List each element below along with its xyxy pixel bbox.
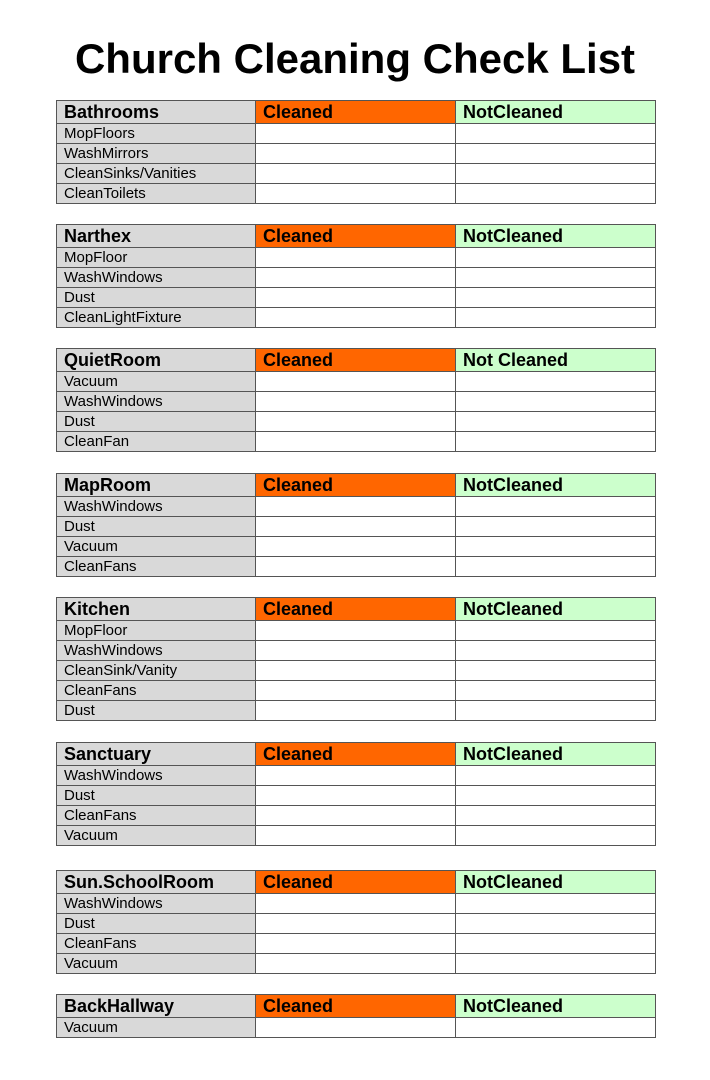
area-name: Narthex	[57, 225, 256, 248]
not-cleaned-check-cell[interactable]	[456, 934, 656, 954]
task-label: CleanToilets	[57, 184, 256, 204]
cleaned-column-header: Cleaned	[256, 743, 456, 766]
task-row	[57, 288, 656, 308]
cleaned-check-cell[interactable]	[256, 497, 456, 517]
cleaned-check-cell[interactable]	[256, 184, 456, 204]
cleaned-check-cell[interactable]	[256, 124, 456, 144]
cleaned-check-cell[interactable]	[256, 806, 456, 826]
cleaned-check-cell[interactable]	[256, 537, 456, 557]
cleaned-column-header: Cleaned	[256, 871, 456, 894]
task-label: Vacuum	[57, 826, 256, 846]
checklist-table	[56, 994, 656, 1038]
task-label: CleanLightFixture	[57, 308, 256, 328]
checklist-table	[56, 473, 656, 577]
section-kitchen	[56, 597, 655, 721]
task-label: CleanFan	[57, 432, 256, 452]
cleaned-check-cell[interactable]	[256, 268, 456, 288]
not-cleaned-column-header: NotCleaned	[456, 598, 656, 621]
task-label: CleanFans	[57, 934, 256, 954]
cleaned-check-cell[interactable]	[256, 681, 456, 701]
task-row	[57, 497, 656, 517]
task-label: MopFloor	[57, 248, 256, 268]
task-label: WashWindows	[57, 894, 256, 914]
cleaned-check-cell[interactable]	[256, 412, 456, 432]
task-row	[57, 681, 656, 701]
not-cleaned-check-cell[interactable]	[456, 372, 656, 392]
cleaned-check-cell[interactable]	[256, 392, 456, 412]
cleaned-check-cell[interactable]	[256, 641, 456, 661]
cleaned-check-cell[interactable]	[256, 934, 456, 954]
task-label: WashWindows	[57, 268, 256, 288]
checklist-table	[56, 742, 656, 846]
not-cleaned-check-cell[interactable]	[456, 701, 656, 721]
cleaned-check-cell[interactable]	[256, 288, 456, 308]
cleaned-check-cell[interactable]	[256, 766, 456, 786]
task-row	[57, 268, 656, 288]
not-cleaned-check-cell[interactable]	[456, 288, 656, 308]
task-label: WashMirrors	[57, 144, 256, 164]
not-cleaned-check-cell[interactable]	[456, 432, 656, 452]
task-label: CleanFans	[57, 557, 256, 577]
section-header-row	[57, 474, 656, 497]
not-cleaned-check-cell[interactable]	[456, 164, 656, 184]
area-name: Sun.SchoolRoom	[57, 871, 256, 894]
task-label: WashWindows	[57, 641, 256, 661]
task-row	[57, 661, 656, 681]
page-title: Church Cleaning Check List	[74, 35, 636, 82]
cleaned-check-cell[interactable]	[256, 914, 456, 934]
not-cleaned-check-cell[interactable]	[456, 1018, 656, 1038]
task-row	[57, 1018, 656, 1038]
task-row	[57, 954, 656, 974]
cleaned-check-cell[interactable]	[256, 308, 456, 328]
not-cleaned-check-cell[interactable]	[456, 661, 656, 681]
not-cleaned-check-cell[interactable]	[456, 184, 656, 204]
section-narthex	[56, 224, 655, 328]
cleaned-column-header: Cleaned	[256, 225, 456, 248]
task-row	[57, 934, 656, 954]
task-label: Vacuum	[57, 954, 256, 974]
section-bathrooms	[56, 100, 655, 204]
checklist-table	[56, 597, 656, 721]
section-header-row	[57, 871, 656, 894]
not-cleaned-check-cell[interactable]	[456, 826, 656, 846]
cleaned-check-cell[interactable]	[256, 661, 456, 681]
not-cleaned-check-cell[interactable]	[456, 894, 656, 914]
task-label: MopFloors	[57, 124, 256, 144]
area-name: Sanctuary	[57, 743, 256, 766]
not-cleaned-column-header: NotCleaned	[456, 225, 656, 248]
cleaned-check-cell[interactable]	[256, 826, 456, 846]
task-row	[57, 641, 656, 661]
task-label: Vacuum	[57, 372, 256, 392]
task-label: Dust	[57, 517, 256, 537]
section-header-row	[57, 995, 656, 1018]
section-header-row	[57, 225, 656, 248]
section-header-row	[57, 349, 656, 372]
task-row	[57, 432, 656, 452]
task-row	[57, 372, 656, 392]
not-cleaned-check-cell[interactable]	[456, 954, 656, 974]
cleaned-check-cell[interactable]	[256, 517, 456, 537]
cleaned-check-cell[interactable]	[256, 372, 456, 392]
cleaned-check-cell[interactable]	[256, 786, 456, 806]
area-name: Bathrooms	[57, 101, 256, 124]
task-label: Vacuum	[57, 1018, 256, 1038]
task-row	[57, 557, 656, 577]
task-label: Dust	[57, 288, 256, 308]
cleaned-check-cell[interactable]	[256, 248, 456, 268]
section-header-row	[57, 598, 656, 621]
not-cleaned-check-cell[interactable]	[456, 641, 656, 661]
cleaned-column-header: Cleaned	[256, 598, 456, 621]
area-name: QuietRoom	[57, 349, 256, 372]
cleaned-check-cell[interactable]	[256, 164, 456, 184]
task-row	[57, 806, 656, 826]
task-row	[57, 392, 656, 412]
not-cleaned-check-cell[interactable]	[456, 806, 656, 826]
task-row	[57, 164, 656, 184]
cleaned-check-cell[interactable]	[256, 621, 456, 641]
task-label: Dust	[57, 412, 256, 432]
area-name: Kitchen	[57, 598, 256, 621]
task-row	[57, 144, 656, 164]
task-row	[57, 766, 656, 786]
not-cleaned-check-cell[interactable]	[456, 392, 656, 412]
not-cleaned-check-cell[interactable]	[456, 914, 656, 934]
cleaned-column-header: Cleaned	[256, 995, 456, 1018]
cleaned-column-header: Cleaned	[256, 474, 456, 497]
not-cleaned-check-cell[interactable]	[456, 557, 656, 577]
not-cleaned-check-cell[interactable]	[456, 621, 656, 641]
checklist-table	[56, 870, 656, 974]
task-label: CleanSinks/Vanities	[57, 164, 256, 184]
not-cleaned-check-cell[interactable]	[456, 308, 656, 328]
task-row	[57, 621, 656, 641]
cleaned-check-cell[interactable]	[256, 701, 456, 721]
task-label: Dust	[57, 914, 256, 934]
not-cleaned-check-cell[interactable]	[456, 144, 656, 164]
not-cleaned-check-cell[interactable]	[456, 786, 656, 806]
cleaned-column-header: Cleaned	[256, 101, 456, 124]
cleaned-check-cell[interactable]	[256, 1018, 456, 1038]
not-cleaned-check-cell[interactable]	[456, 268, 656, 288]
not-cleaned-check-cell[interactable]	[456, 497, 656, 517]
not-cleaned-column-header: Not Cleaned	[456, 349, 656, 372]
section-quietroom	[56, 348, 655, 452]
cleaned-check-cell[interactable]	[256, 432, 456, 452]
cleaned-check-cell[interactable]	[256, 557, 456, 577]
checklist-table	[56, 224, 656, 328]
task-label: Vacuum	[57, 537, 256, 557]
not-cleaned-column-header: NotCleaned	[456, 743, 656, 766]
task-label: Dust	[57, 701, 256, 721]
area-name: MapRoom	[57, 474, 256, 497]
not-cleaned-column-header: NotCleaned	[456, 871, 656, 894]
task-row	[57, 914, 656, 934]
task-row	[57, 184, 656, 204]
task-row	[57, 894, 656, 914]
task-row	[57, 517, 656, 537]
task-label: WashWindows	[57, 766, 256, 786]
section-maproom	[56, 473, 655, 577]
not-cleaned-check-cell[interactable]	[456, 124, 656, 144]
cleaned-check-cell[interactable]	[256, 894, 456, 914]
task-label: WashWindows	[57, 392, 256, 412]
task-row	[57, 412, 656, 432]
not-cleaned-check-cell[interactable]	[456, 412, 656, 432]
task-label: MopFloor	[57, 621, 256, 641]
task-label: Dust	[57, 786, 256, 806]
task-row	[57, 308, 656, 328]
cleaned-check-cell[interactable]	[256, 954, 456, 974]
section-header-row	[57, 743, 656, 766]
task-label: WashWindows	[57, 497, 256, 517]
task-row	[57, 124, 656, 144]
not-cleaned-check-cell[interactable]	[456, 766, 656, 786]
not-cleaned-check-cell[interactable]	[456, 537, 656, 557]
section-sanctuary	[56, 742, 655, 846]
task-row	[57, 701, 656, 721]
cleaned-column-header: Cleaned	[256, 349, 456, 372]
section-backhallway	[56, 994, 655, 1038]
task-label: CleanFans	[57, 806, 256, 826]
checklist-table	[56, 100, 656, 204]
cleaned-check-cell[interactable]	[256, 144, 456, 164]
not-cleaned-column-header: NotCleaned	[456, 995, 656, 1018]
not-cleaned-column-header: NotCleaned	[456, 101, 656, 124]
task-label: CleanSink/Vanity	[57, 661, 256, 681]
section-header-row	[57, 101, 656, 124]
area-name: BackHallway	[57, 995, 256, 1018]
task-row	[57, 537, 656, 557]
task-row	[57, 786, 656, 806]
not-cleaned-check-cell[interactable]	[456, 248, 656, 268]
not-cleaned-check-cell[interactable]	[456, 681, 656, 701]
task-row	[57, 248, 656, 268]
section-sun-schoolroom	[56, 870, 655, 974]
not-cleaned-check-cell[interactable]	[456, 517, 656, 537]
task-label: CleanFans	[57, 681, 256, 701]
checklist-table	[56, 348, 656, 452]
task-row	[57, 826, 656, 846]
not-cleaned-column-header: NotCleaned	[456, 474, 656, 497]
